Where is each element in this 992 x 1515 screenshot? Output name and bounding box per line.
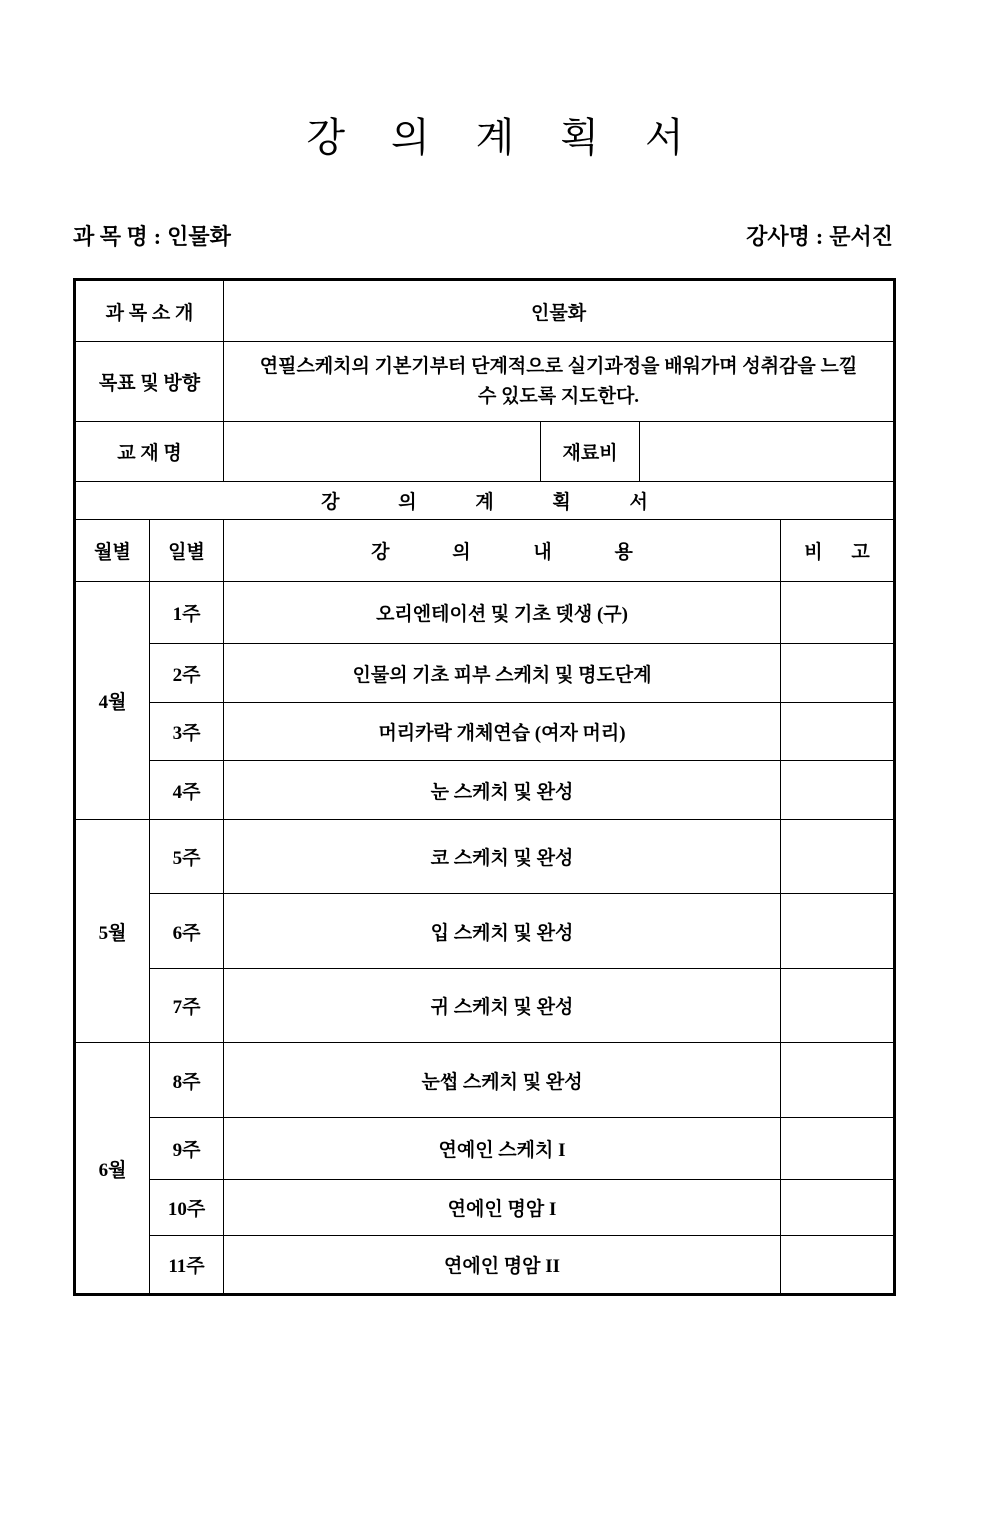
note-cell: [781, 582, 895, 644]
table-row: [75, 1118, 895, 1180]
note-cell: [781, 1236, 895, 1295]
table-row: [75, 761, 895, 820]
content-cell: 연에인 명암 I: [224, 1180, 781, 1236]
content-cell: 인물의 기초 피부 스케치 및 명도단계: [224, 644, 781, 703]
material-cost-value-cell: [640, 422, 895, 482]
week-cell: 9주: [150, 1118, 224, 1180]
week-header-cell: 일별: [150, 520, 224, 582]
table-row: [75, 1180, 895, 1236]
instructor-label: 강사명: [746, 224, 810, 249]
textbook-value-cell: [224, 422, 541, 482]
meta-instructor: [746, 222, 893, 252]
week-cell: 6주: [150, 894, 224, 969]
content-header-cell: 강 의 내 용: [224, 520, 781, 582]
note-cell: [781, 1043, 895, 1118]
goal-row: [75, 342, 895, 422]
content-cell: 귀 스케치 및 완성: [224, 969, 781, 1043]
table-row: [75, 582, 895, 644]
note-cell: [781, 894, 895, 969]
content-cell: 코 스케치 및 완성: [224, 820, 781, 894]
week-cell: 1주: [150, 582, 224, 644]
textbook-label-cell: 교 재 명: [75, 422, 224, 482]
subject-intro-row: [75, 280, 895, 342]
note-cell: [781, 644, 895, 703]
plan-banner-cell: 강 의 계 획 서: [75, 482, 895, 520]
note-cell: [781, 1118, 895, 1180]
subject-intro-label-cell: 과 목 소 개: [75, 280, 224, 342]
content-cell: 연예인 스케치 I: [224, 1118, 781, 1180]
table-row: [75, 1043, 895, 1118]
goal-value-cell: [224, 342, 895, 422]
subject-label: 과 목 명: [73, 224, 148, 249]
week-cell: 2주: [150, 644, 224, 703]
table-row: [75, 969, 895, 1043]
table-row: [75, 894, 895, 969]
content-cell: 오리엔테이션 및 기초 뎃생 (구): [224, 582, 781, 644]
week-cell: 11주: [150, 1236, 224, 1295]
meta-subject: [73, 222, 231, 252]
note-cell: [781, 969, 895, 1043]
content-cell: 연에인 명암 II: [224, 1236, 781, 1295]
instructor-colon: :: [815, 224, 824, 249]
month-header-cell: 월별: [75, 520, 150, 582]
month-cell-april: 4월: [75, 582, 150, 820]
schedule-header-row: [75, 520, 895, 582]
instructor-value: 문서진: [829, 224, 893, 249]
content-cell: 머리카락 개체연습 (여자 머리): [224, 703, 781, 761]
note-header-cell: 비 고: [781, 520, 895, 582]
week-cell: 8주: [150, 1043, 224, 1118]
content-cell: 눈 스케치 및 완성: [224, 761, 781, 820]
table-row: [75, 644, 895, 703]
page-title: 강 의 계 획 서: [306, 115, 686, 160]
week-cell: 10주: [150, 1180, 224, 1236]
subject-intro-value-cell: 인물화: [224, 280, 895, 342]
week-cell: 5주: [150, 820, 224, 894]
lecture-plan-table: [73, 278, 896, 1296]
table-row: [75, 820, 895, 894]
note-cell: [781, 703, 895, 761]
table-row: [75, 1236, 895, 1295]
month-cell-june: 6월: [75, 1043, 150, 1295]
table-row: [75, 703, 895, 761]
subject-colon: :: [153, 224, 162, 249]
subject-value: 인물화: [167, 224, 231, 249]
week-cell: 4주: [150, 761, 224, 820]
content-cell: 입 스케치 및 완성: [224, 894, 781, 969]
week-cell: 3주: [150, 703, 224, 761]
material-cost-label-cell: 재료비: [541, 422, 640, 482]
goal-label-cell: 목표 및 방향: [75, 342, 224, 422]
month-cell-may: 5월: [75, 820, 150, 1043]
content-cell: 눈썹 스케치 및 완성: [224, 1043, 781, 1118]
goal-line-1: 연필스케치의 기본기부터 단계적으로 실기과정을 배워가며 성취감을 느낄: [259, 355, 858, 377]
goal-line-2: 수 있도록 지도한다.: [477, 385, 640, 407]
note-cell: [781, 761, 895, 820]
week-cell: 7주: [150, 969, 224, 1043]
banner-row: [75, 482, 895, 520]
meta-row: [73, 222, 893, 252]
textbook-row: [75, 422, 895, 482]
note-cell: [781, 820, 895, 894]
note-cell: [781, 1180, 895, 1236]
